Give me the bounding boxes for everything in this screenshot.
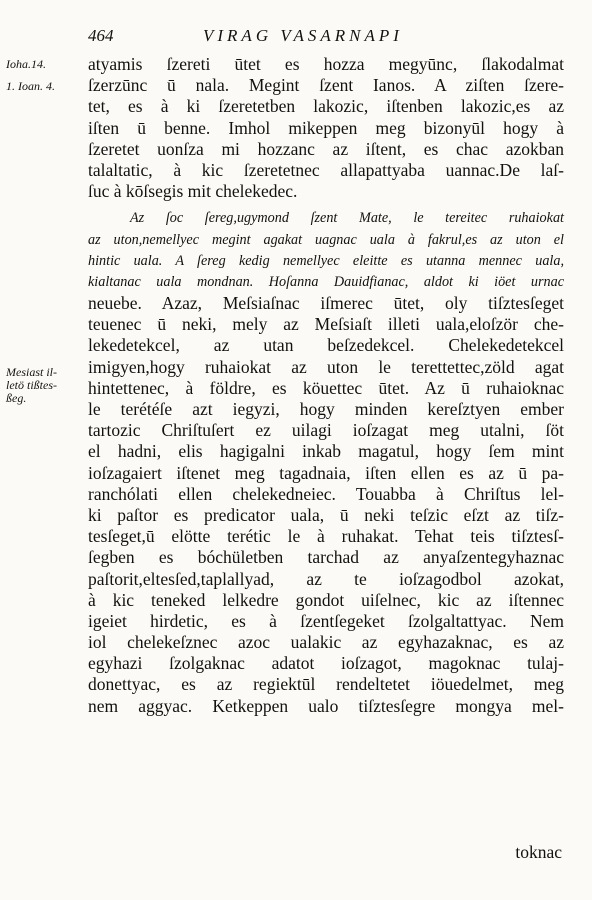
text-line: donettyac, es az regiektūl rendeltetet iöuedelmet, meg	[88, 674, 564, 695]
text-line: imigyen,hogy ruhaiokat az uton le terettettec,zöld agat	[88, 356, 564, 377]
text-line: iol chelekeſznec azoc ualakic az egyhazaknac, es az	[88, 632, 564, 653]
text-line: ſegben es bóchületben tarchad az anyaſzentegyhaznac	[88, 547, 564, 568]
margin-note: Ioha.14.	[6, 57, 46, 71]
text-line: teuenec ū neki, mely az Meſsiaſt illeti uala,eloſzör che-	[88, 314, 564, 335]
text-line: nem aggyac. Ketkeppen ualo tiſztesſegre mongya mel-	[88, 695, 564, 716]
text-line: iſten ū benne. Imhol mikeppen meg bizonyūl hogy à	[88, 117, 564, 138]
text-line: az uton,nemellyec megint agakat uagnac uala à fakrul,es az uton el	[88, 231, 564, 248]
text-line: tesſeget,ū elötte terétic le à ruhakat. Tehat teis tiſztesſ-	[88, 526, 564, 547]
text-line: paſtorit,eltesſed,taplallyad, az te ioſzagodbol azokat,	[88, 568, 564, 589]
text-line: tartozic Chriſtuſert ez uilagi ioſzagat meg utalni, ſöt	[88, 420, 564, 441]
body-text	[88, 54, 564, 717]
text-line: tet, es à ki ſzeretetben lakozic, iſtenben lakozic,es az	[88, 96, 564, 117]
text-line: ki paſtor es predicator uala, ū neki teſzic eſzt az tiſz-	[88, 504, 564, 525]
text-line: kialtanac uala mondnan. Hoſanna Dauidfianac, aldot ki iöet urnac	[88, 273, 564, 290]
margin-note: Mesiast il- letö tißtes- ßeg.	[6, 365, 57, 405]
text-line: neuebe. Azaz, Meſsiaſnac iſmerec ūtet, oly tiſztesſeget	[88, 293, 564, 314]
text-line: ranchólati ellen chelekedneiec. Touabba à Chriſtus lel-	[88, 483, 564, 504]
text-line: ſzerzūnc ū nala. Megint ſzent Ianos. A ziſten ſzere-	[88, 75, 564, 96]
text-line: le terétéſe azt iegyzi, hogy minden kereſztyen ember	[88, 399, 564, 419]
text-line: à kic teneked lelkedre gondot uiſelnec, kic az iſtennec	[88, 589, 564, 610]
text-line: talaltatic, à kic ſzeretetnec allapattyaba uannac.De laſ-	[88, 159, 564, 180]
catchword: toknac	[515, 842, 562, 862]
text-line: igeiet hirdetic, es à ſzentſegeket ſzolgaltattyac. Nem	[88, 610, 564, 631]
text-line: hintic uala. A ſereg kedig nemellyec eleitte es utanna mennec uala,	[88, 252, 564, 269]
margin-note: 1. Ioan. 4.	[6, 79, 55, 93]
text-line: lekedetekcel, az utan beſzedekcel. Chelekedetekcel	[88, 335, 564, 356]
text-line: ſzeretet uonſza mi hozzanc az iſtent, es chac azokban	[88, 138, 564, 159]
page-number: 464	[88, 26, 114, 45]
running-head: VIRAG VASARNAPI	[203, 26, 403, 45]
text-line: hintettenec, à földre, es köuettec ūtet. Az ū ruhaioknac	[88, 377, 564, 398]
text-line: el hadni, elis hagigalni inkab magatul, hogy ſem mint	[88, 441, 564, 462]
text-line: ſuc à kōſsegis mit chelekedec.	[88, 181, 298, 202]
text-line: atyamis ſzereti ūtet es hozza megyūnc, ſlakodalmat	[88, 54, 564, 74]
text-line: Az ſoc ſereg,ugymond ſzent Mate, le tereitec ruhaiokat	[130, 210, 564, 227]
text-line: egyhazi ſzolgaknac adatot ioſzagot, magoknac tulaj-	[88, 653, 564, 674]
text-line: ioſzagaiert iſtenet meg tagadnaia, iſten ellen es az ū pa-	[88, 462, 564, 483]
page-header	[88, 26, 558, 52]
